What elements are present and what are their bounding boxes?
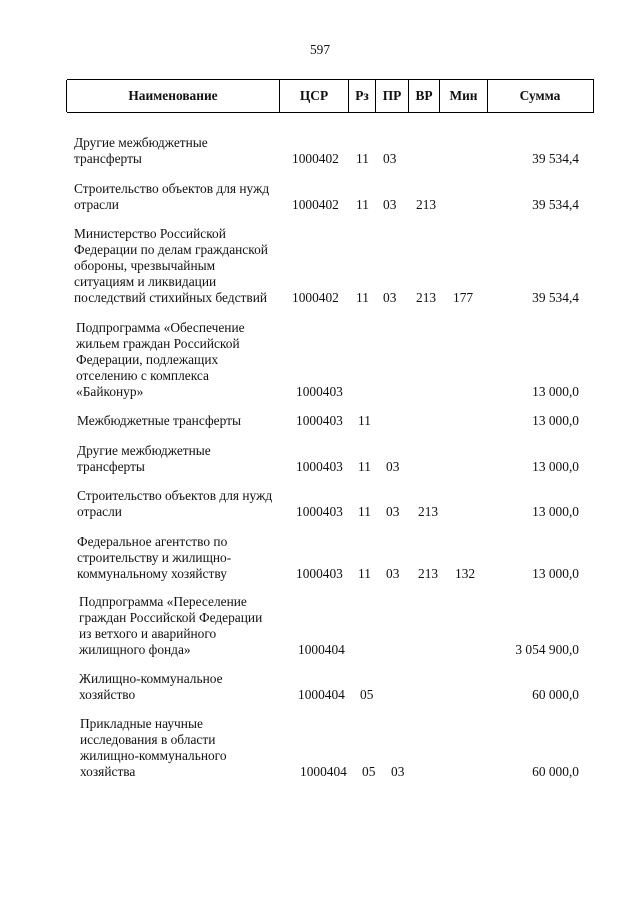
row-name: Подпрограмма «Переселение граждан Российской Федерации из ветхого и аварийного жилищного фонда» xyxy=(79,594,263,657)
row-pr: 03 xyxy=(386,566,400,581)
table-row xyxy=(0,443,640,475)
table-row xyxy=(0,320,640,400)
row-sum: 60 000,0 xyxy=(532,764,579,779)
row-sum: 39 534,4 xyxy=(532,197,579,212)
row-sum: 39 534,4 xyxy=(532,290,579,305)
row-csr: 1000402 xyxy=(292,290,339,305)
table-row xyxy=(0,226,640,306)
row-pr: 03 xyxy=(383,197,397,212)
header-sum: Сумма xyxy=(519,88,561,103)
page-number: 597 xyxy=(309,42,331,57)
row-csr: 1000403 xyxy=(296,459,343,474)
row-vr: 213 xyxy=(416,197,437,212)
row-rz: 05 xyxy=(360,687,374,702)
row-name: Другие межбюджетные трансферты xyxy=(77,443,211,474)
table-row xyxy=(0,135,640,167)
row-csr: 1000402 xyxy=(292,151,339,166)
row-sum: 13 000,0 xyxy=(532,504,579,519)
header-csr: ЦСР xyxy=(299,88,329,103)
row-rz: 05 xyxy=(362,764,376,779)
row-sum: 13 000,0 xyxy=(532,566,579,581)
row-sum: 13 000,0 xyxy=(532,384,579,399)
row-sum: 60 000,0 xyxy=(532,687,579,702)
row-csr: 1000403 xyxy=(296,566,343,581)
table-header xyxy=(67,79,594,113)
row-pr: 03 xyxy=(383,290,397,305)
row-csr: 1000403 xyxy=(296,384,343,399)
table-row xyxy=(0,488,640,520)
table-row xyxy=(0,413,640,429)
row-csr: 1000402 xyxy=(292,197,339,212)
row-csr: 1000403 xyxy=(296,504,343,519)
row-min: 132 xyxy=(455,566,476,581)
table-row xyxy=(0,716,640,780)
row-sum: 39 534,4 xyxy=(532,151,579,166)
row-pr: 03 xyxy=(391,764,405,779)
row-name: Другие межбюджетные трансферты xyxy=(74,135,208,166)
header-pr: ПР xyxy=(382,88,402,103)
row-vr: 213 xyxy=(418,504,439,519)
header-vr: ВР xyxy=(415,88,433,103)
row-vr: 213 xyxy=(418,566,439,581)
row-sum: 3 054 900,0 xyxy=(515,642,579,657)
row-name: Федеральное агентство по строительству и жилищно- коммунальному хозяйству xyxy=(77,534,232,581)
row-rz: 11 xyxy=(358,566,371,581)
row-name: Жилищно-коммунальное хозяйство xyxy=(79,671,223,702)
row-sum: 13 000,0 xyxy=(532,459,579,474)
row-csr: 1000404 xyxy=(300,764,347,779)
row-name: Подпрограмма «Обеспечение жильем граждан Российской Федерации, подлежащих отселению с комплекса «Байконур» xyxy=(76,320,245,399)
table-row xyxy=(0,594,640,658)
header-rz: Рз xyxy=(355,88,369,103)
row-csr: 1000403 xyxy=(296,413,343,428)
row-pr: 03 xyxy=(383,151,397,166)
row-rz: 11 xyxy=(358,413,371,428)
row-sum: 13 000,0 xyxy=(532,413,579,428)
row-min: 177 xyxy=(453,290,474,305)
header-name: Наименование xyxy=(128,88,218,103)
row-rz: 11 xyxy=(358,459,371,474)
row-rz: 11 xyxy=(356,151,369,166)
row-name: Строительство объектов для нужд отрасли xyxy=(74,181,270,212)
row-name: Строительство объектов для нужд отрасли xyxy=(77,488,273,519)
table-row xyxy=(0,671,640,703)
row-name: Прикладные научные исследования в области жилищно-коммунального хозяйства xyxy=(80,716,227,779)
row-csr: 1000404 xyxy=(298,642,345,657)
row-name: Межбюджетные трансферты xyxy=(77,413,241,428)
row-name: Министерство Российской Федерации по делам гражданской обороны, чрезвычайным ситуациям и ликвидации последствий стихийных бедствий xyxy=(74,226,268,305)
row-pr: 03 xyxy=(386,504,400,519)
row-rz: 11 xyxy=(358,504,371,519)
row-rz: 11 xyxy=(356,197,369,212)
row-rz: 11 xyxy=(356,290,369,305)
header-min: Мин xyxy=(449,88,478,103)
row-vr: 213 xyxy=(416,290,437,305)
row-csr: 1000404 xyxy=(298,687,345,702)
table-row xyxy=(0,181,640,213)
row-pr: 03 xyxy=(386,459,400,474)
table-row xyxy=(0,534,640,582)
